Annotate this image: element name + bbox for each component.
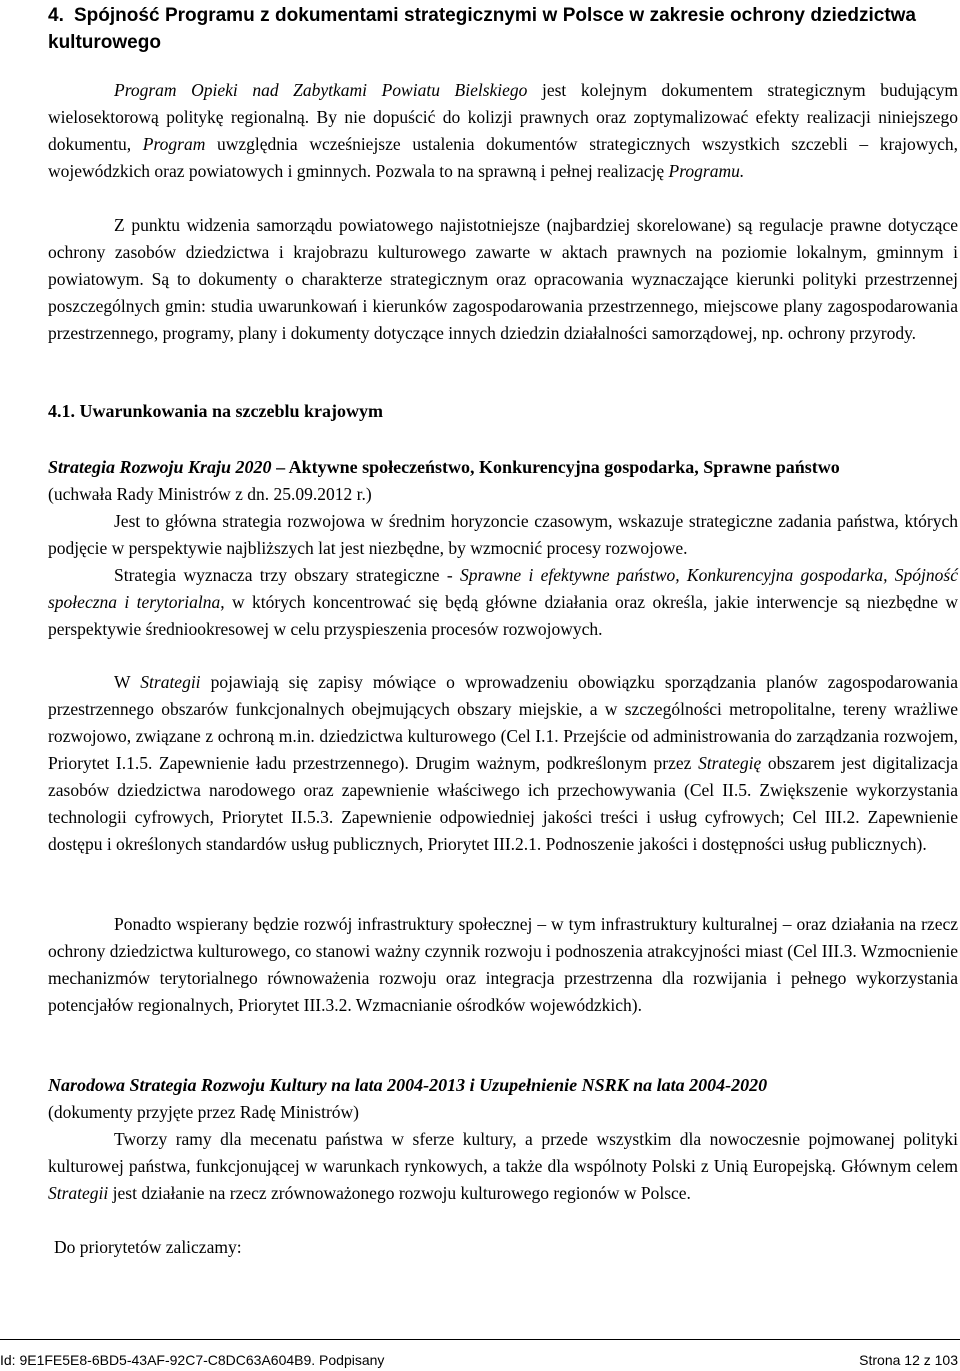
srk-paragraph-2: Strategia wyznacza trzy obszary strategiczne - Sprawne i efektywne państwo, Konkurencyjna gospodarka, Spójność społeczna i terytorialna, w których koncentrować się będą główne działania oraz określa, jakie interwencje są niezbędne w perspektywie średniookresowej w celu przyspieszenia procesów rozwojowych. — [48, 565, 958, 639]
srk-paragraph-4: Ponadto wspierany będzie rozwój infrastruktury społecznej – w tym infrastruktury kulturalnej – oraz działania na rzecz ochrony dziedzictwa kulturowego, co stanowi ważny czynnik rozwoju i podnoszenia atrakcyjności miast (Cel III.3. Wzmocnienie mechanizmów terytorialnego równoważenia rozwoju oraz integracja przestrzenna dla rozwijania i pełnego wykorzystania potencjałów regionalnych, Priorytet III.3.2. Wzmacnianie ośrodków wojewódzkich). — [48, 914, 958, 1015]
intro-paragraph-2: Z punktu widzenia samorządu powiatowego najistotniejsze (najbardziej skorelowane) są regulacje prawne dotyczące ochrony zasobów dziedzictwa i krajobrazu kulturowego zawarte w aktach prawnych na poziomie lokalnym, gminnym i powiatowym. Są to dokumenty o charakterze strategicznym oraz opracowania wyznaczające kierunki polityki przestrzennej poszczególnych gmin: studia uwarunkowań i kierunków zagospodarowania przestrzennego, miejscowe plany zagospodarowania przestrzennego, programy, plany i dokumenty dotyczące innych dziedzin działalności samorządowej, np. ochrony przyrody. — [48, 215, 958, 343]
page-number: Strona 12 z 103 — [859, 1352, 958, 1368]
nsrk-paragraph-1: Tworzy ramy dla mecenatu państwa w sferze kultury, a przede wszystkim dla nowoczesnie pojmowanej polityki kulturowej państwa, funkcjonującej w warunkach rynkowych, a także dla wspólnoty Polski z Unią Europejską. Głównym celem Strategii jest działanie na rzecz zrównoważonego rozwoju kulturowego regionów w Polsce. — [48, 1129, 958, 1203]
footer-divider — [0, 1339, 960, 1340]
section-heading — [48, 2, 916, 56]
document-id: Id: 9E1FE5E8-6BD5-43AF-92C7-C8DC63A604B9. Podpisany — [0, 1352, 385, 1368]
subsection-title: Uwarunkowania na szczeblu krajowym — [79, 401, 384, 421]
section-title: Spójność Programu z dokumentami strategicznymi w Polsce w zakresie ochrony dziedzictwa kulturowego — [48, 5, 916, 53]
srk-title: Strategia Rozwoju Kraju 2020 – Aktywne społeczeństwo, Konkurencyjna gospodarka, Sprawne państwo — [48, 457, 840, 477]
subsection-heading — [48, 398, 383, 425]
srk-note: (uchwała Rady Ministrów z dn. 25.09.2012 r.) — [48, 484, 372, 504]
nsrk-title: Narodowa Strategia Rozwoju Kultury na lata 2004-2013 i Uzupełnienie NSRK na lata 2004-2020 — [48, 1075, 768, 1095]
nsrk-note: (dokumenty przyjęte przez Radę Ministrów) — [48, 1102, 360, 1122]
srk-paragraph-3: W Strategii pojawiają się zapisy mówiące o wprowadzeniu obowiązku sporządzania planów zagospodarowania przestrzennego obszarów funkcjonalnych obejmujących obszary miejskie, a w szczególności metropolitalne, tereny wrażliwe rozwojowo, związane z ochroną m.in. dziedzictwa kulturowego (Cel I.1. Przejście od administrowania do zarządzania rozwojem, Priorytet I.1.5. Zapewnienie ładu przestrzennego). Drugim ważnym, podkreślonym przez Strategię obszarem jest digitalizacja zasobów dziedzictwa narodowego oraz zapewnienie właściwego ich przechowywania (Cel II.5. Zwiększenie wykorzystania technologii cyfrowych, Priorytet II.5.3. Zapewnienie odpowiedniej jakości treści i usług cyfrowych; Cel III.2. Zapewnienie dostępu i określonych standardów usług publicznych, Priorytet III.2.1. Podnoszenie jakości i dostępności usług publicznych). — [48, 672, 959, 854]
section-number: 4. — [48, 5, 64, 26]
intro-paragraph-1: Program Opieki nad Zabytkami Powiatu Bielskiego jest kolejnym dokumentem strategicznym budującym wielosektorową politykę regionalną. By nie dopuścić do kolizji prawnych oraz zoptymalizować efekty realizacji niniejszego dokumentu, Program uwzględnia wcześniejsze ustalenia dokumentów strategicznych wszystkich szczebli – krajowych, wojewódzkich oraz powiatowych i gminnych. Pozwala to na sprawną i pełnej realizację Programu. — [48, 80, 958, 181]
subsection-number: 4.1. — [48, 401, 75, 421]
srk-paragraph-1: Jest to główna strategia rozwojowa w średnim horyzoncie czasowym, wskazuje strategiczne zadania państwa, których podjęcie w perspektywie najbliższych lat jest niezbędne, by wzmocnić procesy rozwojowe. — [48, 511, 958, 558]
nsrk-priorities-intro: Do priorytetów zaliczamy: — [54, 1237, 242, 1257]
